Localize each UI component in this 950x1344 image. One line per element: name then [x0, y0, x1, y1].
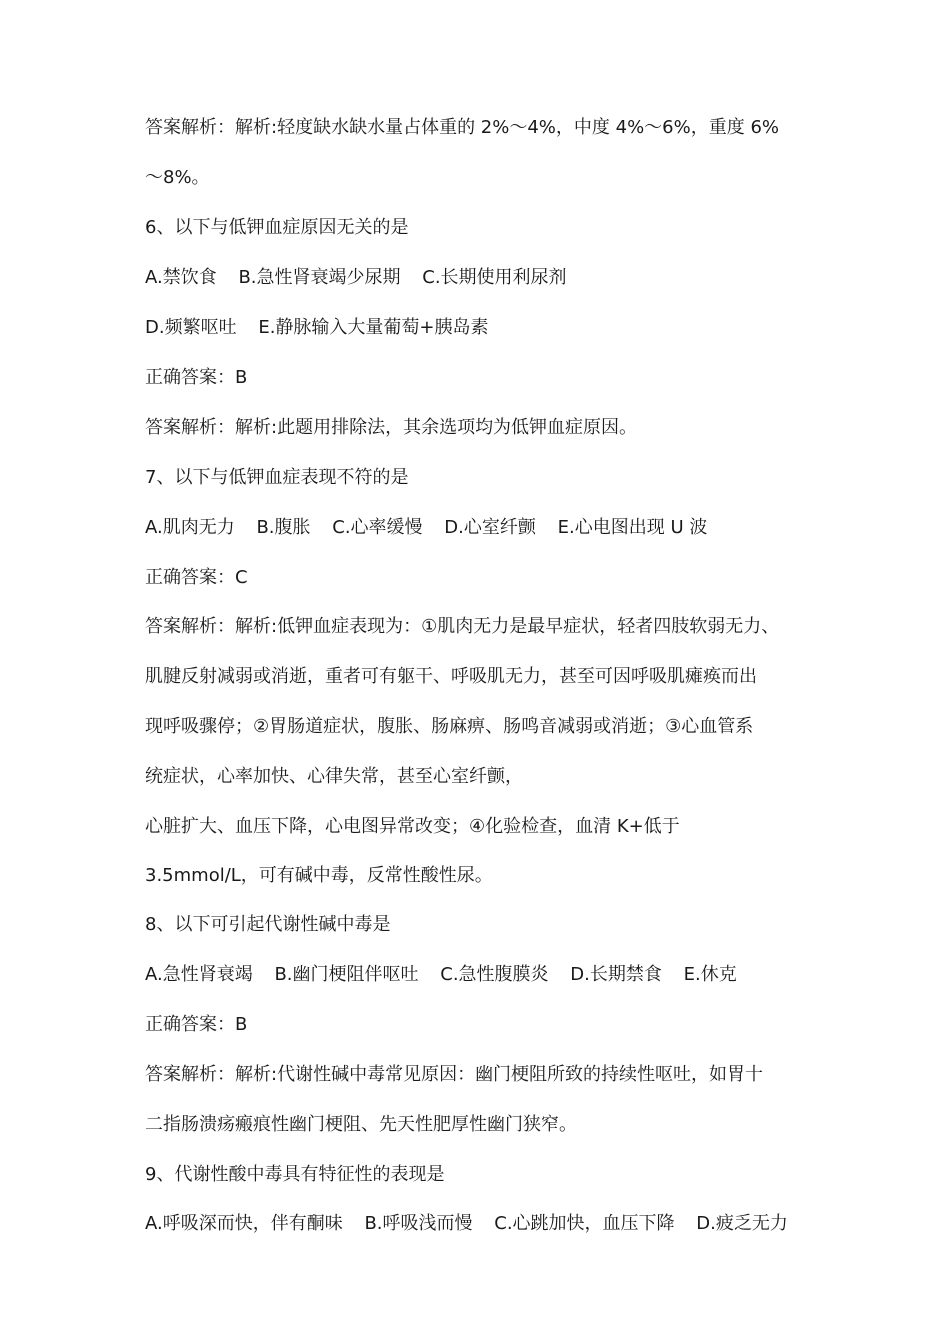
question-7: 7、以下与低钾血症表现不符的是: [145, 467, 409, 488]
option-7a: A.肌肉无力: [145, 517, 235, 538]
option-9d: D.疲乏无力: [696, 1213, 788, 1234]
option-6b: B.急性肾衰竭少尿期: [238, 267, 401, 288]
answer-explanation-8-line1: 答案解析：解析:代谢性碱中毒常见原因：幽门梗阻所致的持续性呕吐，如胃十: [145, 1064, 764, 1085]
question-9: 9、代谢性酸中毒具有特征性的表现是: [145, 1164, 445, 1185]
answer-explanation-5-line2: ～8%。: [145, 167, 210, 188]
option-7e: E.心电图出现 U 波: [557, 517, 708, 538]
question-6-options-row2: [145, 316, 825, 340]
answer-explanation-7-line2: 肌腱反射减弱或消逝，重者可有躯干、呼吸肌无力，甚至可因呼吸肌瘫痪而出: [145, 666, 757, 687]
option-6e: E.静脉输入大量葡萄+胰岛素: [258, 317, 489, 338]
correct-answer-7: 正确答案：C: [145, 567, 248, 588]
correct-answer-6: 正确答案：B: [145, 367, 248, 388]
answer-explanation-7-line1: 答案解析：解析:低钾血症表现为：①肌肉无力是最早症状，轻者四肢软弱无力、: [145, 616, 780, 637]
answer-explanation-7-line6: 3.5mmol/L，可有碱中毒，反常性酸性尿。: [145, 865, 493, 886]
option-8a: A.急性肾衰竭: [145, 964, 253, 985]
option-6c: C.长期使用利尿剂: [422, 267, 567, 288]
question-8-options-row1: [145, 963, 825, 987]
option-7b: B.腹胀: [256, 517, 311, 538]
correct-answer-8: 正确答案：B: [145, 1014, 248, 1035]
option-6d: D.频繁呕吐: [145, 317, 237, 338]
question-7-options-row1: [145, 516, 825, 540]
option-7d: D.心室纤颤: [444, 517, 536, 538]
answer-explanation-6: 答案解析：解析:此题用排除法，其余选项均为低钾血症原因。: [145, 417, 638, 438]
option-8c: C.急性腹膜炎: [440, 964, 549, 985]
answer-explanation-8-line2: 二指肠溃疡瘢痕性幽门梗阻、先天性肥厚性幽门狭窄。: [145, 1114, 577, 1135]
option-9a: A.呼吸深而快，伴有酮味: [145, 1213, 343, 1234]
question-8: 8、以下可引起代谢性碱中毒是: [145, 914, 391, 935]
question-9-options-row1: [145, 1212, 825, 1236]
option-9c: C.心跳加快，血压下降: [494, 1213, 675, 1234]
question-6-options-row1: [145, 266, 825, 290]
option-8e: E.休克: [683, 964, 737, 985]
question-6: 6、以下与低钾血症原因无关的是: [145, 217, 409, 238]
option-9b: B.呼吸浅而慢: [364, 1213, 473, 1234]
answer-explanation-7-line3: 现呼吸骤停；②胃肠道症状，腹胀、肠麻痹、肠鸣音减弱或消逝；③心血管系: [145, 716, 754, 737]
option-6a: A.禁饮食: [145, 267, 217, 288]
answer-explanation-5-line1: 答案解析：解析:轻度缺水缺水量占体重的 2%～4%，中度 4%～6%，重度 6%: [145, 117, 780, 138]
answer-explanation-7-line4: 统症状，心率加快、心律失常，甚至心室纤颤，: [145, 766, 523, 787]
option-7c: C.心率缓慢: [332, 517, 423, 538]
option-8b: B.幽门梗阻伴呕吐: [274, 964, 419, 985]
option-8d: D.长期禁食: [570, 964, 662, 985]
answer-explanation-7-line5: 心脏扩大、血压下降，心电图异常改变；④化验检查，血清 K+低于: [145, 816, 680, 837]
